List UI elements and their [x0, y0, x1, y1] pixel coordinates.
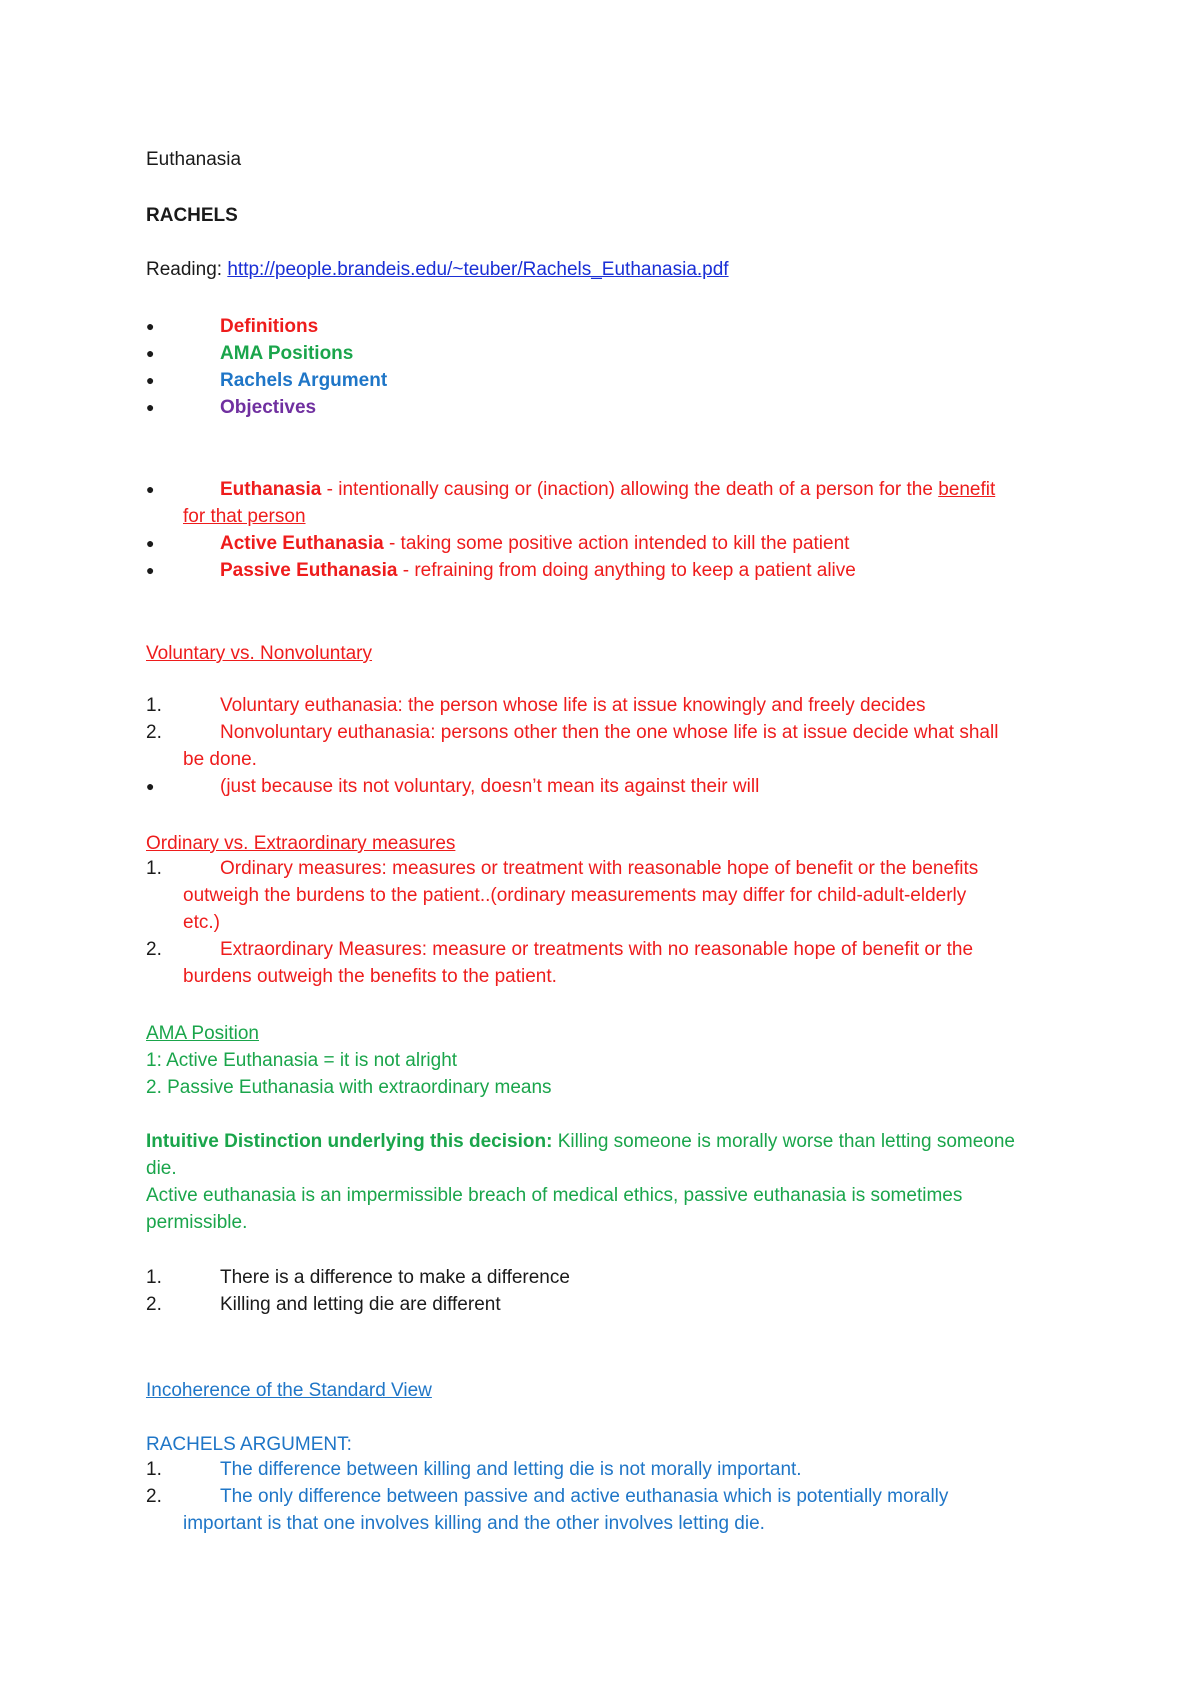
list-item: 2. The only difference between passive and active euthanasia which is potentially morally important is that one involves killing and the other involves letting die. — [146, 1486, 949, 1534]
definition-active: ● Active Euthanasia - taking some positive action intended to kill the patient — [146, 530, 1066, 557]
bullet-icon: ● — [146, 318, 155, 334]
list-item: 1. Voluntary euthanasia: the person whose life is at issue knowingly and freely decides — [146, 695, 926, 716]
ordinary-heading: Ordinary vs. Extraordinary measures — [146, 833, 456, 854]
doc-title: Euthanasia — [146, 149, 242, 170]
outline-item-ama: ● AMA Positions — [146, 340, 1066, 367]
list-item: 2. Nonvoluntary euthanasia: persons other then the one whose life is at issue decide what shall be done. — [146, 722, 999, 770]
list-item: 1. Ordinary measures: measures or treatment with reasonable hope of benefit or the benefits outweigh the burdens to the patient..(ordinary measurements may differ for child-adult-elderly etc.) — [146, 858, 979, 933]
ama-heading: AMA Position — [146, 1023, 259, 1044]
author-heading: RACHELS — [146, 205, 238, 226]
outline-item-objectives: ● Objectives — [146, 394, 1066, 421]
outline-item-definitions: ● Definitions — [146, 313, 1066, 340]
list-item: 2. Killing and letting die are different — [146, 1294, 501, 1315]
active-statement-1: Active euthanasia is an impermissible breach of medical ethics, passive euthanasia is sometimes — [146, 1185, 963, 1206]
list-item: 1. There is a difference to make a difference — [146, 1267, 570, 1288]
argument-heading: RACHELS ARGUMENT: — [146, 1434, 352, 1455]
bullet-icon: ● — [146, 372, 155, 388]
outline-item-rachels: ● Rachels Argument — [146, 367, 1066, 394]
definition-euthanasia: ● Euthanasia - intentionally causing or (inaction) allowing the death of a person for the benefit for that person — [146, 476, 1066, 530]
active-statement-2: permissible. — [146, 1212, 248, 1233]
bullet-icon: ● — [146, 345, 155, 361]
definition-passive: ● Passive Euthanasia - refraining from doing anything to keep a patient alive — [146, 557, 1066, 584]
bullet-icon: ● — [146, 778, 155, 794]
bullet-icon: ● — [146, 399, 155, 415]
reading-link[interactable]: http://people.brandeis.edu/~teuber/Rachels_Euthanasia.pdf — [227, 259, 729, 280]
reading-label: Reading: — [146, 259, 228, 280]
list-item: 2. Extraordinary Measures: measure or treatments with no reasonable hope of benefit or the burdens outweigh the benefits to the patient. — [146, 939, 974, 987]
bullet-icon: ● — [146, 535, 155, 551]
incoherence-heading: Incoherence of the Standard View — [146, 1380, 432, 1401]
list-item: ● (just because its not voluntary, doesn’t mean its against their will — [146, 773, 1066, 800]
bullet-icon: ● — [146, 481, 155, 497]
ama-line-2: 2. Passive Euthanasia with extraordinary means — [146, 1077, 552, 1098]
bullet-icon: ● — [146, 562, 155, 578]
reading-line — [146, 259, 729, 281]
intuitive-cont: die. — [146, 1158, 177, 1179]
list-item: 1. The difference between killing and letting die is not morally important. — [146, 1459, 802, 1480]
voluntary-heading: Voluntary vs. Nonvoluntary — [146, 643, 373, 664]
intuitive-distinction: Intuitive Distinction underlying this decision: Killing someone is morally worse than letting someone — [146, 1131, 1015, 1152]
ama-line-1: 1: Active Euthanasia = it is not alright — [146, 1050, 458, 1071]
